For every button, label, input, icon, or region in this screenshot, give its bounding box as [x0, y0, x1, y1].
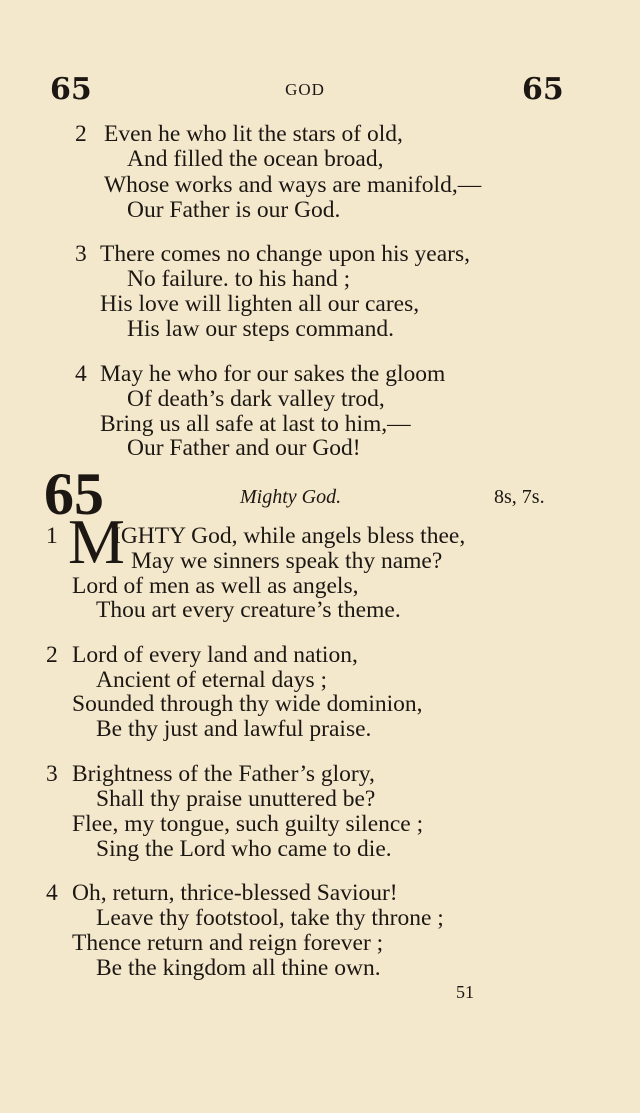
hymn-number: 65: [44, 461, 104, 527]
verse-number: 2: [75, 121, 87, 147]
verse-line: Ancient of eternal days ;: [96, 667, 327, 693]
verse-line: Sing the Lord who came to die.: [96, 836, 392, 862]
verse-line: Oh, return, thrice-blessed Saviour!: [72, 880, 398, 906]
verse-line: Our Father is our God.: [127, 197, 341, 223]
verse-number: 2: [46, 642, 58, 668]
header-right-hymn-number: 65: [522, 72, 564, 107]
verse-line: No failure. to his hand ;: [127, 266, 351, 292]
verse-line: Of death’s dark valley trod,: [127, 386, 385, 412]
verse-line: And filled the ocean broad,: [127, 146, 384, 172]
verse-line: May we sinners speak thy name?: [131, 548, 443, 574]
header-left-hymn-number: 65: [50, 72, 92, 107]
verse-number: 1: [46, 523, 58, 549]
verse-line: There comes no change upon his years,: [100, 241, 470, 267]
verse-line: Leave thy footstool, take thy throne ;: [96, 905, 444, 931]
hymn-meter: 8s, 7s.: [494, 486, 545, 508]
page-number: 51: [456, 982, 474, 1002]
drop-cap: M: [68, 506, 125, 577]
verse-line: Flee, my tongue, such guilty silence ;: [72, 811, 424, 837]
verse-line: His love will lighten all our cares,: [100, 291, 420, 317]
verse-line: Shall thy praise unuttered be?: [96, 786, 376, 812]
verse-line: Even he who lit the stars of old,: [104, 121, 403, 147]
verse-line: Be thy just and lawful praise.: [96, 716, 372, 742]
verse-line: Be the kingdom all thine own.: [96, 955, 381, 981]
verse-line: Lord of every land and nation,: [72, 642, 358, 668]
verse-line: Bring us all safe at last to him,—: [100, 411, 411, 437]
verse-line: Thence return and reign forever ;: [72, 930, 384, 956]
hymn-title: Mighty God.: [240, 486, 342, 508]
verse-number: 4: [75, 361, 87, 387]
verse-number: 3: [46, 761, 58, 787]
verse-number: 3: [75, 241, 87, 267]
verse-line: Lord of men as well as angels,: [72, 573, 359, 599]
verse-line: Our Father and our God!: [127, 435, 361, 461]
verse-line: IGHTY God, while angels bless thee,: [113, 523, 466, 549]
verse-line: Brightness of the Father’s glory,: [72, 761, 375, 787]
verse-line: Sounded through thy wide dominion,: [72, 691, 423, 717]
verse-line: Thou art every creature’s theme.: [96, 597, 401, 623]
verse-line: His law our steps command.: [127, 316, 394, 342]
running-header-title: GOD: [285, 80, 325, 99]
verse-number: 4: [46, 880, 58, 906]
verse-line: May he who for our sakes the gloom: [100, 361, 446, 387]
verse-line: Whose works and ways are manifold,—: [104, 172, 482, 198]
